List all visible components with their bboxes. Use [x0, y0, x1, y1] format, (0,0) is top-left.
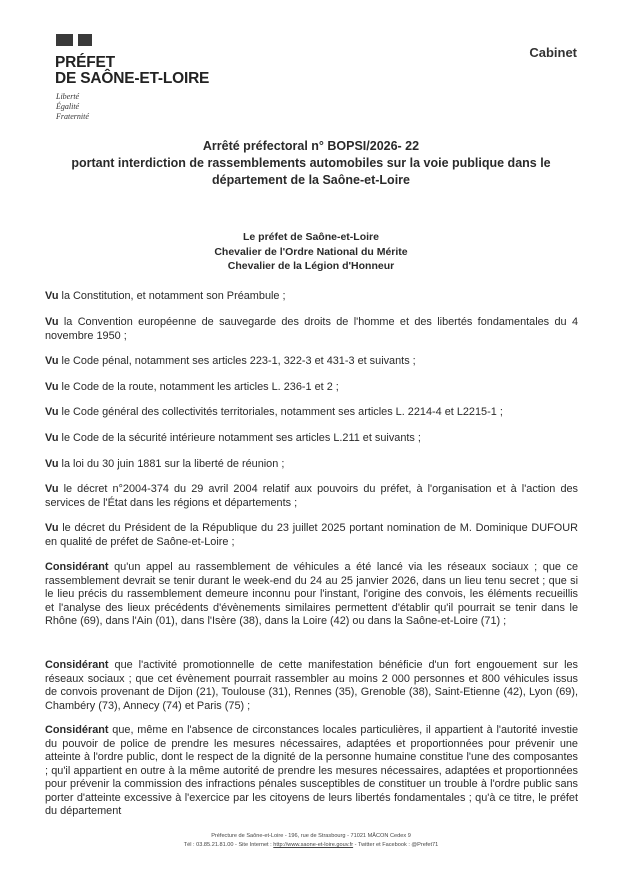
marianne-logo-icon [56, 33, 96, 45]
footer-social: - Twitter et Facebook : @Prefet71 [353, 842, 439, 848]
visa-text: le décret du Président de la République du 23 juillet 2025 portant nomination de M. Dominique DUFOUR en qualité de préfet de Saône-et-Loire ; [45, 522, 578, 548]
visa-text: le décret n°2004-374 du 29 avril 2004 relatif aux pouvoirs du préfet, à l'organisation et à l'action des services de l'État dans les régions et départements ; [45, 483, 578, 509]
visa-paragraph [45, 406, 578, 420]
visa-lead: Vu [45, 432, 59, 444]
considerant-lead: Considérant [45, 659, 109, 671]
footer-contact [0, 841, 622, 850]
motto-liberte: Liberté [56, 92, 80, 101]
visa-text: la Convention européenne de sauvegarde des droits de l'homme et des libertés fondamentales du 4 novembre 1950 ; [45, 316, 578, 342]
visa-lead: Vu [45, 522, 59, 534]
considerant-text: que, même en l'absence de circonstances locales particulières, il appartient à l'autorité investie du pouvoir de police de prendre les mesures nécessaires, adaptées et proportionnées pour prévenir une atteinte à l'ordre public, dont le respect de la dignité de la personne humaine constitue l'une des composantes ; qu'il appartient en outre à la même autorité de prendre les mesures nécessaires, adaptées et proportionnées pour prévenir la commission des infractions pénales susceptibles de constituer un trouble à l'ordre public sans porter d'atteinte excessive à l'exercice par les citoyens de leurs libertés fondamentales ; qu'à ce titre, le préfet du département [45, 724, 578, 817]
considerant-paragraph [45, 659, 578, 713]
visa-text: la Constitution, et notamment son Préambule ; [58, 290, 286, 302]
org-line-2: DE SAÔNE-ET-LOIRE [55, 70, 210, 87]
visa-paragraph [45, 290, 578, 304]
visa-lead: Vu [45, 316, 59, 328]
visa-text: le Code pénal, notamment ses articles 223-1, 322-3 et 431-3 et suivants ; [58, 355, 416, 367]
visa-text: le Code de la sécurité intérieure notamment ses articles L.211 et suivants ; [58, 432, 421, 444]
visa-lead: Vu [45, 483, 59, 495]
considerant-lead: Considérant [45, 561, 109, 573]
prefet-titles [0, 230, 622, 274]
considerant-text: que l'activité promotionnelle de cette manifestation bénéficie d'un fort engouement sur les réseaux sociaux ; que cet évènement pourrait rassembler au moins 2 000 personnes et 800 véhicules issus de convois provenant de Dijon (21), Toulouse (31), Rennes (35), Grenoble (38), Saint-Etienne (42), Lyon (69), Chambéry (73), Annecy (74) et Paris (75) ; [45, 659, 578, 712]
motto-fraternite: Fraternité [56, 112, 89, 121]
republic-motto [56, 92, 89, 122]
title-line-3: département de la Saône-et-Loire [212, 173, 410, 187]
visa-lead: Vu [45, 406, 59, 418]
website-link[interactable]: http://www.saone-et-loire.gouv.fr [273, 842, 354, 848]
considerant-paragraph [45, 724, 578, 819]
considerant-text: qu'un appel au rassemblement de véhicules a été lancé via les réseaux sociaux ; que ce rassemblement devrait se tenir durant le week-end du 24 au 25 janvier 2026, dans un lieu tenu secret ; que si le lieu précis du rassemblement demeure inconnu pour l'instant, l'origine des convois, les éléments recueillis et l'analyse des lieux précédents d'évènements similaires permettent d'établir qu'il pourrait se tenir dans le Rhône (69), dans l'Ain (01), dans l'Isère (38), dans la Loire (42) ou dans la Saône-et-Loire (71) ; [45, 561, 578, 627]
prefet-line-2: Chevalier de l'Ordre National du Mérite [214, 245, 408, 258]
visa-paragraph [45, 381, 578, 395]
visa-text: le Code de la route, notamment les articles L. 236-1 et 2 ; [58, 381, 339, 393]
prefet-line-3: Chevalier de la Légion d'Honneur [227, 260, 395, 272]
motto-egalite: Égalité [56, 102, 80, 111]
visa-text: le Code général des collectivités territoriales, notamment ses articles L. 2214-4 et L2215-1 ; [58, 406, 503, 418]
considerant-lead: Considérant [45, 724, 109, 736]
visa-lead: Vu [45, 355, 59, 367]
prefet-line-1: Le préfet de Saône-et-Loire [243, 231, 379, 243]
visa-lead: Vu [45, 458, 59, 470]
visa-lead: Vu [45, 381, 59, 393]
title-line-2: portant interdiction de rassemblements automobiles sur la voie publique dans le [71, 156, 551, 170]
visa-paragraph [45, 316, 578, 343]
visa-paragraph [45, 432, 578, 446]
visa-paragraph [45, 522, 578, 549]
considerant-paragraph [45, 561, 578, 629]
visa-paragraph [45, 355, 578, 369]
visa-text: la loi du 30 juin 1881 sur la liberté de réunion ; [58, 458, 285, 470]
service-name: Cabinet [529, 45, 577, 60]
title-line-1: Arrêté préfectoral n° BOPSI/2026- 22 [202, 139, 420, 153]
visa-lead: Vu [45, 290, 59, 302]
page-footer [0, 832, 622, 850]
footer-phone: Tél : 03.85.21.81.00 - Site Internet : [183, 842, 274, 848]
visa-paragraph [45, 483, 578, 510]
visa-paragraph [45, 458, 578, 472]
document-title [0, 138, 622, 189]
footer-address: Préfecture de Saône-et-Loire - 196, rue de Strasbourg - 71021 MÂCON Cedex 9 [211, 833, 411, 839]
organization-name [55, 55, 209, 87]
org-line-1: PRÉFET [55, 54, 115, 71]
